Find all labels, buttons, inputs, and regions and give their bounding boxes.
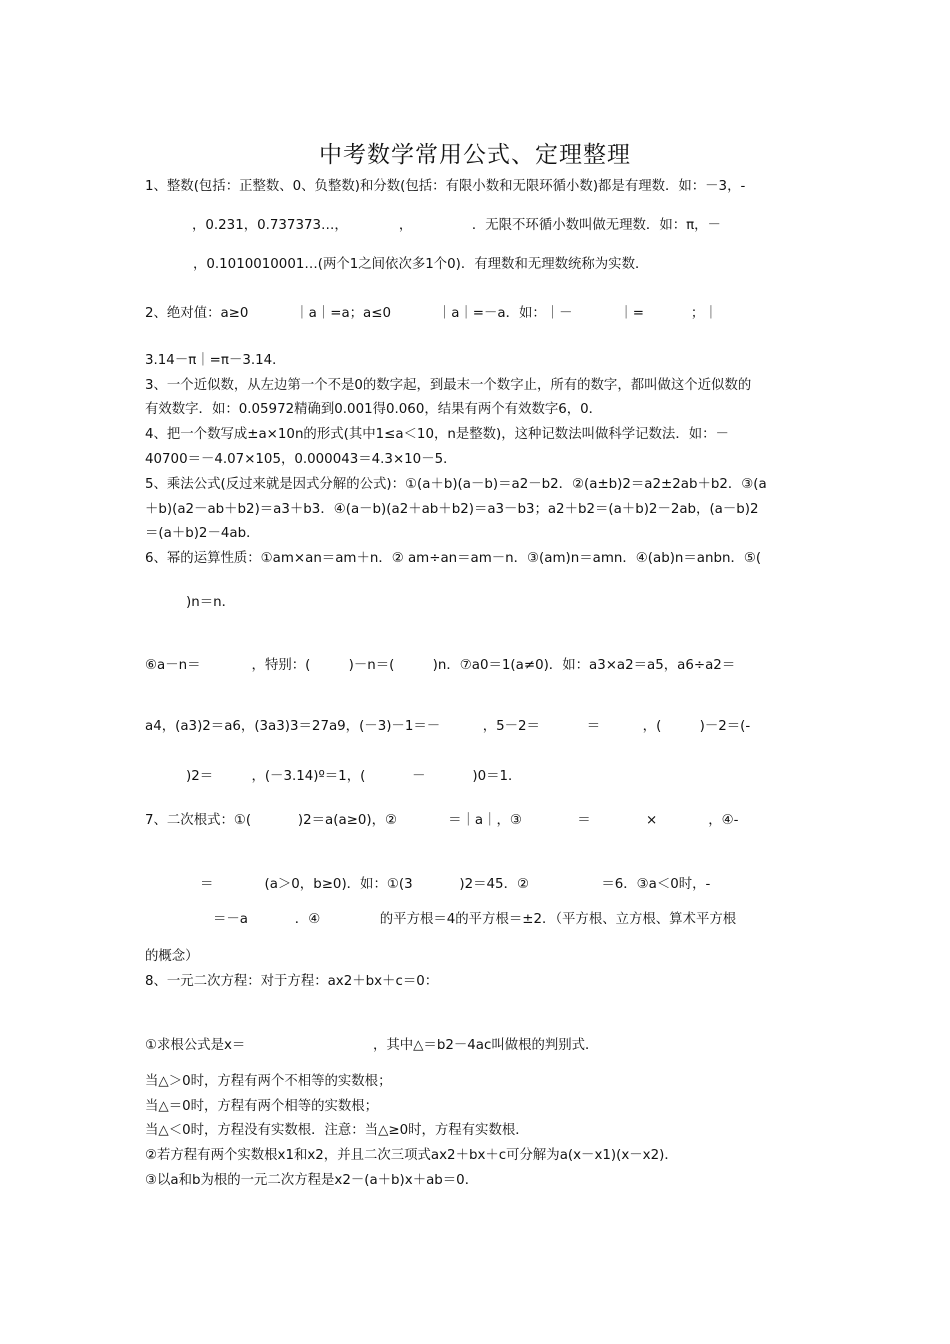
- text-line-15: ⑥a－n＝ ，特别：( )－n＝( )n．⑦a0＝1(a≠0)．如：a3×a2＝a5，a6÷a2＝: [145, 658, 736, 673]
- text-line-12: ＝(a＋b)2－4ab．: [145, 526, 260, 541]
- text-line-24: 当△＞0时，方程有两个不相等的实数根；: [145, 1074, 392, 1089]
- text-line-19: ＝ (a＞0，b≥0)．如：①(3 )2＝45．② ＝6．③a＜0时，-: [200, 877, 711, 892]
- text-line-2: ，0.231，0.737373…， ， ．无限不环循小数叫做无理数．如：π，－: [192, 218, 721, 233]
- text-line-27: ②若方程有两个实数根x1和x2，并且二次三项式ax2＋bx＋c可分解为a(x－x1)(x－x2)．: [145, 1148, 678, 1163]
- text-line-4: 2、绝对值：a≥0 ｜a｜=a；a≤0 ｜a｜=－a．如：｜－ ｜= ；｜: [145, 306, 718, 321]
- text-line-13: 6、幂的运算性质：①am×an＝am＋n．② am÷an＝am－n．③(am)n＝amn．④(ab)n＝anbn．⑤(: [145, 551, 762, 566]
- text-line-16: a4，(a3)2＝a6，(3a3)3＝27a9，(－3)－1＝－ ，5－2＝ ＝ ，( )－2＝(-: [145, 719, 751, 734]
- text-line-3: ，0.1010010001…(两个1之间依次多1个0)．有理数和无理数统称为实数．: [193, 257, 649, 272]
- text-line-17: )2＝ ，(－3.14)º＝1，( － )0＝1．: [186, 769, 522, 784]
- text-line-1: 1、整数(包括：正整数、0、负整数)和分数(包括：有限小数和无限环循小数)都是有理数．如：－3，-: [145, 179, 746, 194]
- text-line-5: 3.14－π｜=π－3.14．: [145, 353, 286, 368]
- text-line-21: 的概念）: [145, 949, 199, 964]
- text-line-14: )n＝n．: [186, 595, 235, 610]
- text-line-10: 5、乘法公式(反过来就是因式分解的公式)：①(a＋b)(a－b)＝a2－b2．②(a±b)2＝a2±2ab＋b2．③(a: [145, 477, 767, 492]
- text-line-11: ＋b)(a2－ab＋b2)＝a3＋b3．④(a－b)(a2＋ab＋b2)＝a3－b3；a2＋b2＝(a＋b)2－2ab，(a－b)2: [145, 502, 759, 517]
- page-title: 中考数学常用公式、定理整理: [319, 142, 631, 168]
- text-line-25: 当△＝0时，方程有两个相等的实数根；: [145, 1099, 379, 1114]
- text-line-18: 7、二次根式：①( )2＝a(a≥0)，② ＝｜a｜，③ ＝ × ，④-: [145, 813, 739, 828]
- text-line-20: ＝－a ．④ 的平方根＝4的平方根＝±2．（平方根、立方根、算术平方根: [213, 912, 737, 927]
- text-line-23: ①求根公式是x＝ ，其中△＝b2－4ac叫做根的判别式．: [145, 1038, 599, 1053]
- text-line-6: 3、一个近似数，从左边第一个不是0的数字起，到最末一个数字止，所有的数字，都叫做这个近似数的: [145, 378, 752, 393]
- text-line-9: 40700＝－4.07×105，0.000043＝4.3×10－5．: [145, 452, 457, 467]
- text-line-22: 8、一元二次方程：对于方程：ax2＋bx＋c＝0：: [145, 974, 439, 989]
- text-line-7: 有效数字．如：0.05972精确到0.001得0.060，结果有两个有效数字6，0．: [145, 402, 603, 417]
- text-line-28: ③以a和b为根的一元二次方程是x2－(a＋b)x＋ab＝0．: [145, 1173, 479, 1188]
- text-line-8: 4、把一个数写成±a×10n的形式(其中1≤a＜10，n是整数)，这种记数法叫做科学记数法．如：－: [145, 427, 729, 442]
- text-line-26: 当△＜0时，方程没有实数根．注意：当△≥0时，方程有实数根．: [145, 1123, 529, 1138]
